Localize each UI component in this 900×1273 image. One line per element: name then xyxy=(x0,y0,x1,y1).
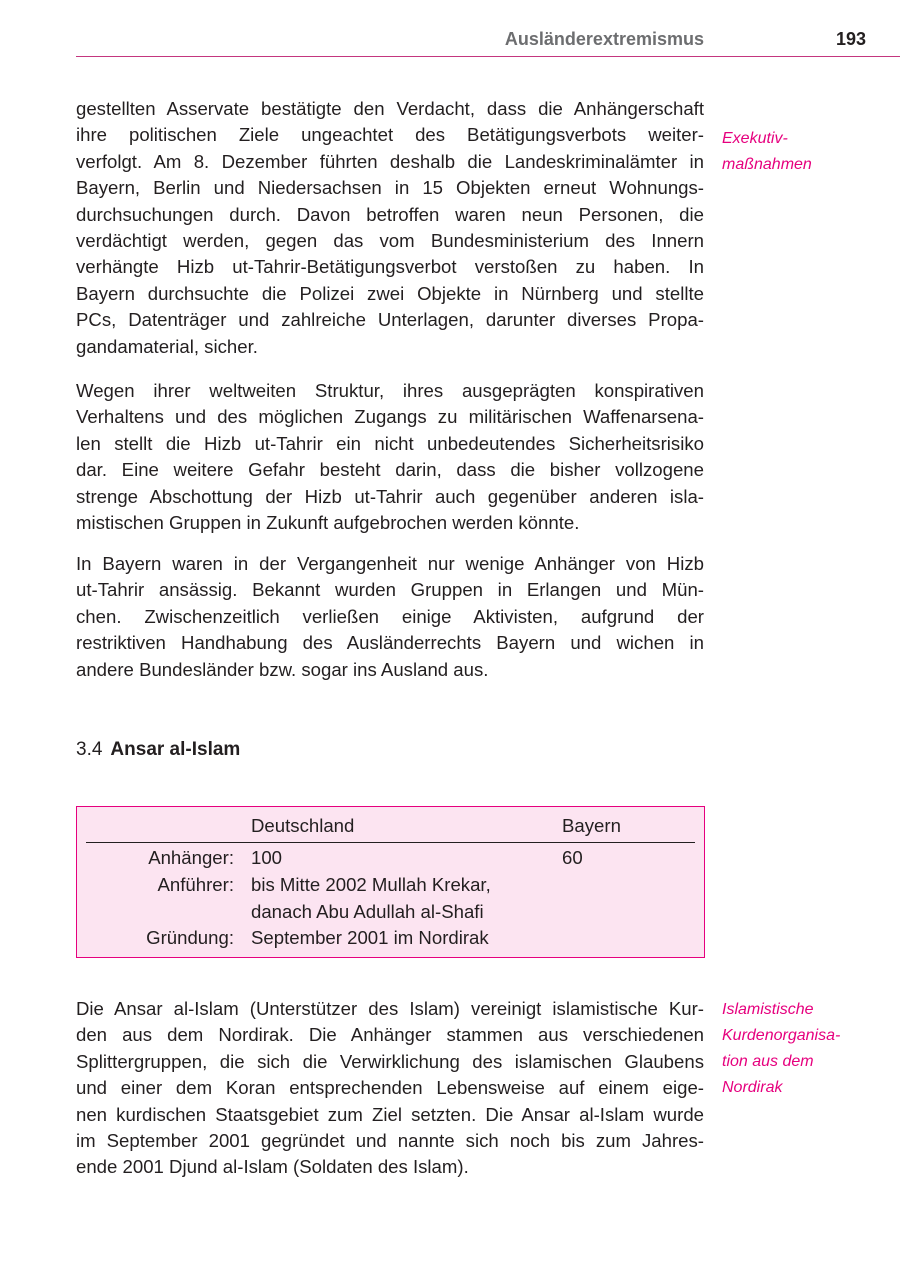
margin-note-line: maßnahmen xyxy=(722,156,812,173)
margin-note xyxy=(722,997,840,1101)
margin-note-line: Islamistische xyxy=(722,1001,814,1018)
text-line: ihre politischen Ziele ungeachtet des Betätigungsverbots weiter- xyxy=(76,124,704,146)
margin-note xyxy=(722,126,812,178)
text-line: len stellt die Hizb ut-Tahrir ein nicht unbedeutendes Sicherheitsrisiko xyxy=(76,432,704,454)
info-box xyxy=(76,806,705,958)
running-section-title: Ausländerextremismus xyxy=(504,29,704,49)
margin-note-line: tion aus dem xyxy=(722,1053,814,1070)
text-line: ut-Tahrir ansässig. Bekannt wurden Gruppen in Erlangen und Mün- xyxy=(76,579,704,601)
paragraph xyxy=(76,96,704,360)
text-line: PCs, Datenträger und zahlreiche Unterlagen, darunter diverses Propa- xyxy=(76,309,704,331)
row-label: Anführer: xyxy=(157,874,234,895)
text-line: chen. Zwischenzeitlich verließen einige Aktivisten, aufgrund der xyxy=(76,605,704,627)
text-line: und einer dem Koran entsprechenden Lebensweise auf einem eige- xyxy=(76,1077,704,1099)
text-line: Bayern durchsuchte die Polizei zwei Objekte in Nürnberg und stellte xyxy=(76,282,704,304)
text-line: Verhaltens und des möglichen Zugangs zu militärischen Waffenarsena- xyxy=(76,406,704,428)
row-label: Gründung: xyxy=(146,927,234,948)
text-line: andere Bundesländer bzw. sogar ins Ausland aus. xyxy=(76,658,489,680)
margin-note-line: Exekutiv- xyxy=(722,130,788,147)
paragraph xyxy=(76,378,704,536)
page-number: 193 xyxy=(835,29,866,49)
cell-value: 60 xyxy=(562,847,583,868)
section-number: 3.4 xyxy=(76,739,103,760)
row-label: Anhänger: xyxy=(148,847,234,868)
text-line: durchsuchungen durch. Davon betroffen waren neun Personen, die xyxy=(76,203,704,225)
text-line: dar. Eine weitere Gefahr besteht darin, dass die bisher vollzogene xyxy=(76,459,704,481)
margin-note-line: Kurdenorganisa- xyxy=(722,1027,841,1044)
table-rule xyxy=(86,842,695,843)
header-rule xyxy=(76,56,900,57)
section-heading xyxy=(76,739,240,761)
text-line: verfolgt. Am 8. Dezember führten deshalb die Landeskriminalämter in xyxy=(76,150,704,172)
text-line: verhängte Hizb ut-Tahrir-Betätigungsverbot verstoßen zu haben. In xyxy=(76,256,704,278)
text-line: ende 2001 Djund al-Islam (Soldaten des Islam). xyxy=(76,1156,469,1178)
margin-note-line: Nordirak xyxy=(722,1079,783,1096)
text-line: Splittergruppen, die sich die Verwirklichung des islamischen Glaubens xyxy=(76,1050,704,1072)
col-header-bayern: Bayern xyxy=(562,815,621,836)
paragraph xyxy=(76,551,704,683)
cell-value: 100 xyxy=(251,847,283,868)
text-line: Die Ansar al-Islam (Unterstützer des Islam) vereinigt islamistische Kur- xyxy=(76,998,704,1019)
text-line: Bayern, Berlin und Niedersachsen in 15 Objekten erneut Wohnungs- xyxy=(76,177,704,199)
text-line: im September 2001 gegründet und nannte sich noch bis zum Jahres- xyxy=(76,1129,704,1151)
text-line: den aus dem Nordirak. Die Anhänger stammen aus verschiedenen xyxy=(76,1024,704,1046)
cell-value: September 2001 im Nordirak xyxy=(251,927,489,948)
section-title: Ansar al-Islam xyxy=(110,739,241,760)
cell-value: bis Mitte 2002 Mullah Krekar, xyxy=(251,874,491,895)
paragraph xyxy=(76,996,704,1181)
text-line: Wegen ihrer weltweiten Struktur, ihres ausgeprägten konspirativen xyxy=(76,380,704,401)
text-line: verdächtigt werden, gegen das vom Bundesministerium des Innern xyxy=(76,229,704,251)
text-line: strenge Abschottung der Hizb ut-Tahrir auch gegenüber anderen isla- xyxy=(76,485,704,507)
text-line: gestellten Asservate bestätigte den Verdacht, dass die Anhängerschaft xyxy=(76,98,704,119)
text-line: gandamaterial, sicher. xyxy=(76,335,258,357)
text-line: mistischen Gruppen in Zukunft aufgebrochen werden könnte. xyxy=(76,511,580,533)
col-header-deutschland: Deutschland xyxy=(251,815,355,836)
text-line: nen kurdischen Staatsgebiet zum Ziel setzten. Die Ansar al-Islam wurde xyxy=(76,1103,704,1125)
text-line: restriktiven Handhabung des Ausländerrechts Bayern und wichen in xyxy=(76,632,704,654)
cell-value: danach Abu Adullah al-Shafi xyxy=(251,901,484,922)
text-line: In Bayern waren in der Vergangenheit nur wenige Anhänger von Hizb xyxy=(76,553,704,574)
